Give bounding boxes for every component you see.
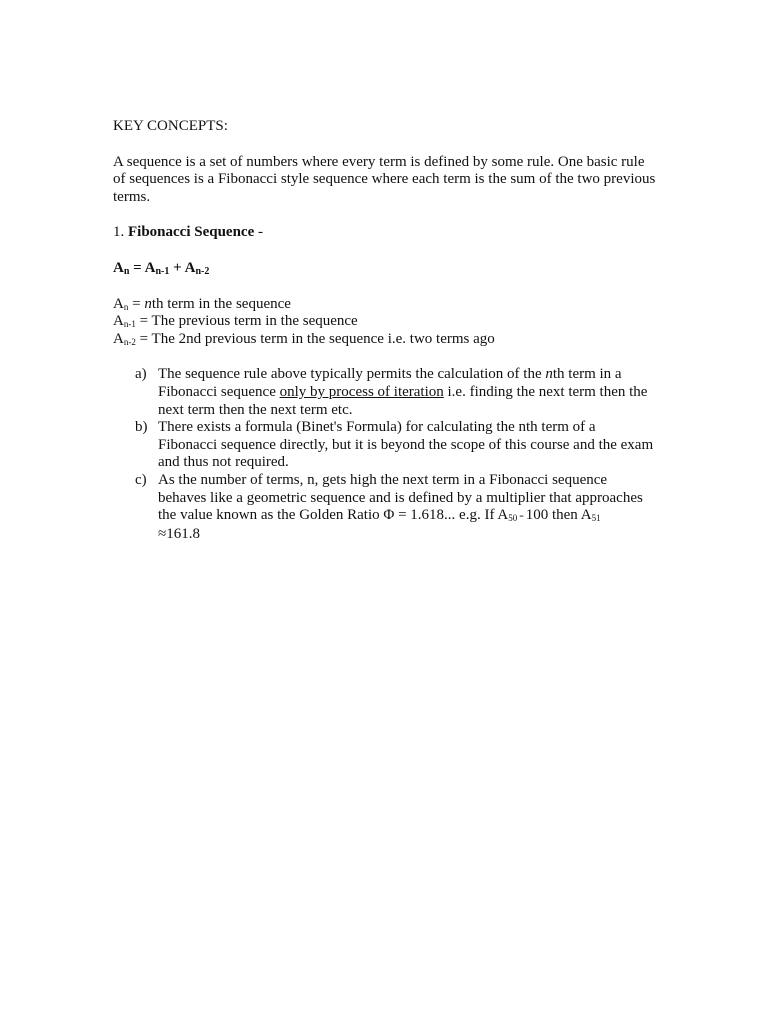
formula-lhs-sub: n [123, 265, 130, 277]
definition-line [113, 313, 658, 331]
definition-symbol: A [113, 313, 124, 330]
list-item [135, 472, 658, 543]
formula-plus: + [169, 259, 185, 276]
section-number: 1. [113, 224, 125, 241]
definition-sub: n-2 [123, 336, 136, 347]
definition-text: th term in the sequence [151, 295, 291, 312]
formula-term2-sub: n-2 [195, 265, 210, 277]
list-marker: a) [135, 366, 147, 383]
note-a-underlined: only by process of iteration [279, 383, 444, 400]
note-a-part3: i.e. finding the next term then the next term then the next term etc. [158, 383, 648, 418]
key-concepts-heading: KEY CONCEPTS: [113, 118, 228, 134]
section-title-text: Fibonacci Sequence [128, 224, 255, 241]
note-c-part1: As the number of terms, n, gets high the next term in a Fibonacci sequence behaves like a geometric sequence and is defined by a multiplier that approaches the value known as the Golden Ratio Φ = 1.618... e.g. If A [158, 471, 643, 524]
section-dash: - [258, 224, 263, 241]
list-item-text [158, 366, 658, 419]
formula-term2: A [184, 259, 196, 276]
definition-text: = The 2nd previous term in the sequence i.e. two terms ago [135, 330, 495, 347]
section-title [113, 224, 658, 242]
note-c-sub2: 51 [591, 513, 601, 524]
note-a-part2: th term in a Fibonacci sequence [158, 366, 622, 400]
note-a-part1: The sequence rule above typically permits the calculation of the [158, 366, 546, 383]
fibonacci-formula [113, 260, 658, 278]
list-item [135, 366, 658, 419]
definition-sub: n [123, 301, 129, 312]
list-item [135, 419, 658, 472]
formula-equals: = [129, 259, 145, 276]
definition-symbol: A [113, 295, 124, 312]
definition-symbol: A [113, 330, 124, 347]
document-page [113, 118, 658, 543]
intro-paragraph: A sequence is a set of numbers where every term is defined by some rule. One basic rule of sequences is a Fibonacci style sequence where each term is the sum of the two previous terms. [113, 153, 656, 205]
list-item-text [158, 472, 658, 543]
list-marker: c) [135, 471, 147, 488]
formula-term1: A [144, 259, 156, 276]
note-c-part2: 100 then A [525, 507, 592, 524]
list-marker: b) [135, 419, 148, 436]
definitions-block [113, 296, 658, 349]
note-a-italic: n [545, 366, 553, 383]
formula-lhs: A [113, 259, 124, 276]
note-c-small-equals: = [517, 512, 526, 522]
definition-equals: = [128, 295, 145, 312]
formula-term1-sub: n-1 [155, 265, 170, 277]
definition-italic: n [144, 295, 152, 312]
definition-sub: n-1 [123, 319, 136, 330]
definition-text: = The previous term in the sequence [135, 313, 358, 330]
definition-line [113, 331, 658, 349]
notes-list [113, 366, 658, 543]
definition-line [113, 296, 658, 314]
note-c-sub1: 50 [508, 513, 518, 524]
note-c-part3: ≈161.8 [158, 525, 200, 542]
list-item-text: There exists a formula (Binet's Formula) for calculating the nth term of a Fibonacci sequence directly, but it is beyond the scope of this course and the exam and thus not required. [158, 419, 654, 471]
